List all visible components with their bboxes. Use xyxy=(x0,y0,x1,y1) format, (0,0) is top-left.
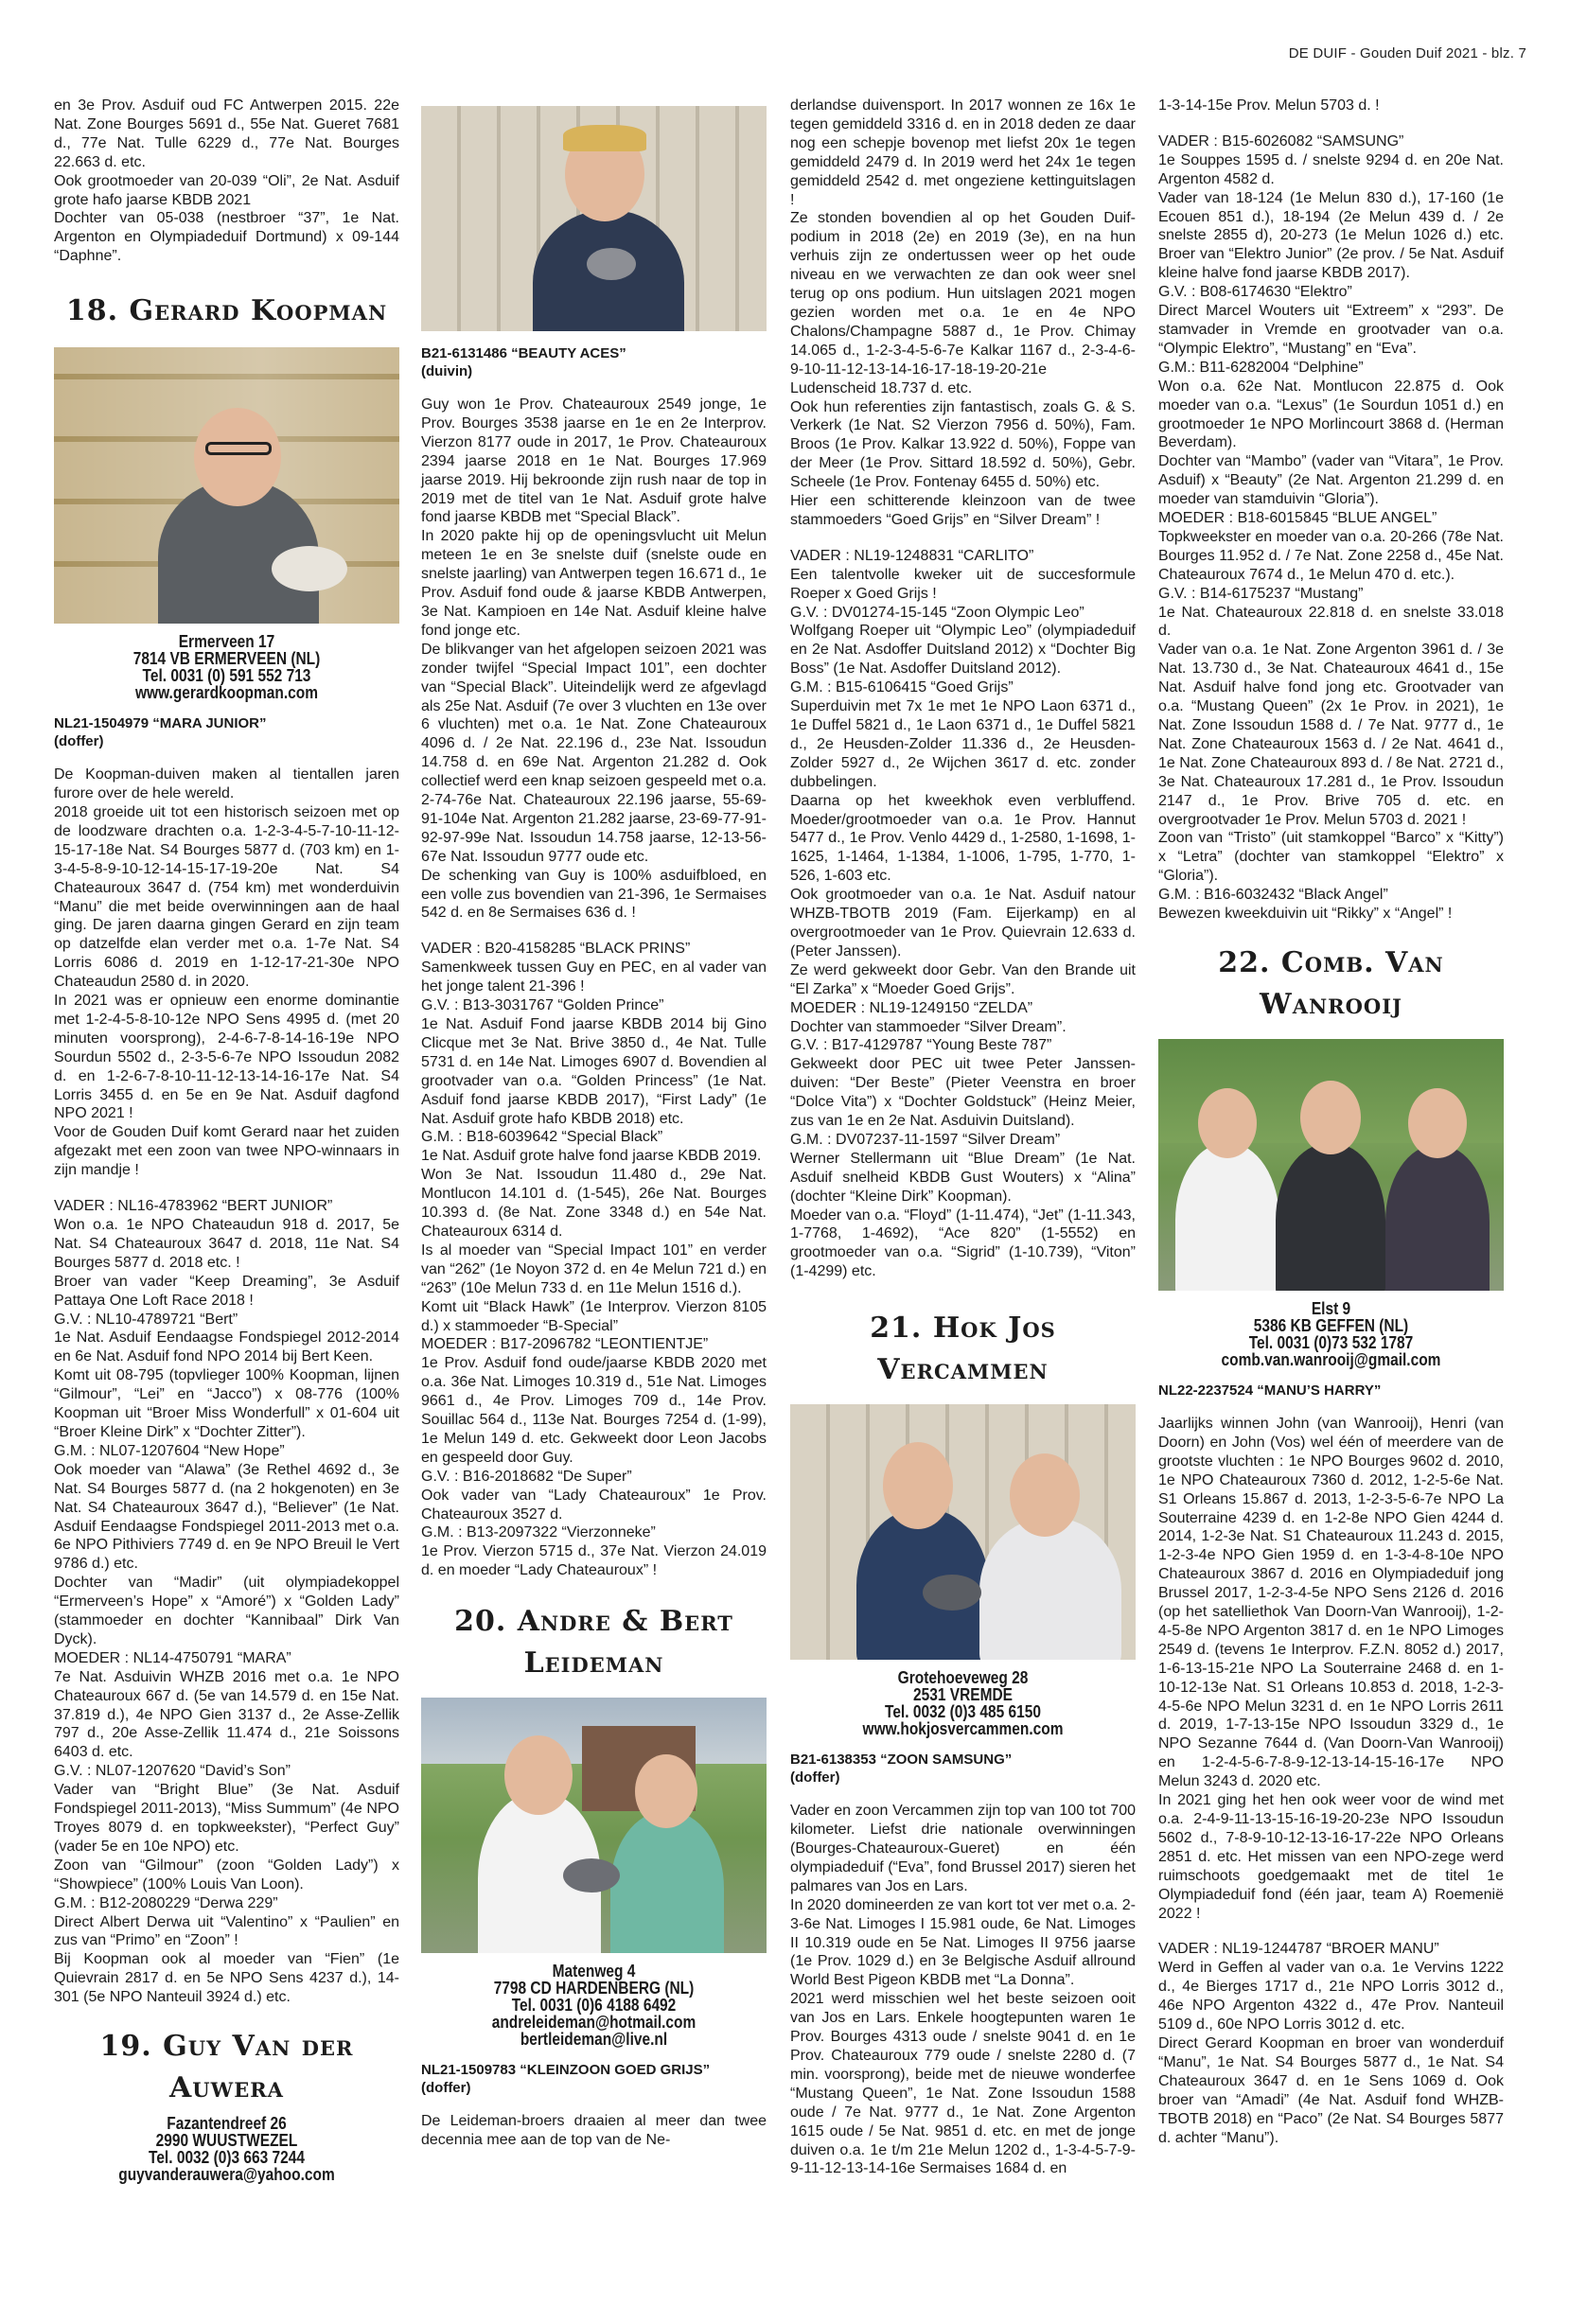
photo-vanderauwera xyxy=(421,106,767,331)
section-title-20: 20. Andre & Bert Leideman xyxy=(454,1605,733,1681)
body-22b: VADER : NL19-1244787 “BROER MANU” Werd in Geffen al vader van o.a. 1e Vervins 1222 d., 4e Bierges 1717 d., 21e NPO Lorris 3012 d., 46e NPO Argenton 4322 d., 47e Prov. Nanteuil 5109 d., 60e NPO Lorris 3012 d. etc. Direct Gerard Koopman en broer van wonderduif “Manu”, 1e Nat. S4 Bourges 5877 d., 1e Nat. S4 Chateauroux 3647 d. en 1e Sens 1069 d. Ook broer van “Amadi” (4e Nat. Asduif fond WHZB-TBOTB 2018) en “Paco” (2e Nat. S4 Bourges 5877 d. achter “Manu”). xyxy=(1158,1941,1504,2146)
body-21b: 1-3-14-15e Prov. Melun 5703 d. ! xyxy=(1158,97,1380,114)
body-18a: De Koopman-duiven maken al tientallen jaren furore over de hele wereld. 2018 groeide uit tot een historisch seizoen met op de loodzware drachten o.a. 1-2-3-4-5-7-10-11-12-15-17-18e Nat. S4 Bourges 5877 d. (703 km) en 1-3-4-5-8-9-10-12-14-15-17-19-20e Nat. S4 Chateauroux 3647 d. (754 km) met wonderduivin “Manu” die met beide overwinningen aan de haal ging. De jaren daarna gingen Gerard en zijn team op datzelfde elan verder met o.a. 1-7e Nat. S4 Lorris 6086 d. 2019 en 1-12-17-21-30e NPO Chateaudun 2580 d. in 2020. In 2021 was er opnieuw een enorme dominantie met 1-2-4-5-8-10-12e NPO Sens 4995 d. (met 20 minuten voorsprong), 2-4-6-7-8-14-16-19e NPO Sourdun 5502 d., 2-3-5-6-7e NPO Issoudun 2082 d. en 1-2-6-7-8-10-11-12-13-14-16-17e Nat. S4 Lorris 3455 d. en 5e en 9e Nat. Asduif dagfond NPO 2021 ! Voor de Gouden Duif komt Gerard naar het zuiden afgezakt met een zoon van twee NPO-winnaars in zijn mandje ! xyxy=(54,766,399,1179)
intro-text: en 3e Prov. Asduif oud FC Antwerpen 2015. 22e Nat. Zone Bourges 5691 d., 55e Nat. Gueret 7681 d., 77e Nat. Tulle 6229 d., 77e Nat. Bourges 22.663 d. etc. Ook grootmoeder van 20-039 “Oli”, 2e Nat. Asduif grote hafo jaarse KBDB 2021 Dochter van 05-038 (nestbroer “37”, 1e Nat. Argenton en Olympiadeduif Dortmund) x 09-144 “Daphne”. xyxy=(54,97,399,265)
body-19b: VADER : B20-4158285 “BLACK PRINS” Samenkweek tussen Guy en PEC, en al vader van het jonge talent 21-396 ! G.V. : B13-3031767 “Golden Prince” 1e Nat. Asduif Fond jaarse KBDB 2014 bij Gino Clicque met 3e Nat. Brive 3850 d., 4e Nat. Tulle 5731 d. en 14e Nat. Limoges 6907 d. Bovendien al grootvader van o.a. “Golden Princess” (1e Nat. Asduif fond jaarse KBDB 2017), “First Lady” (1e Nat. Asduif grote hafo KBDB 2018) etc. G.M. : B18-6039642 “Special Black” 1e Nat. Asduif grote halve fond jaarse KBDB 2019. Won 3e Nat. Issoudun 11.480 d., 29e Nat. Montlucon 14.101 d. (1-545), 26e Nat. Bourges 10.393 d. (8e Nat. Zone 3348 d.) en 54e Nat. Chateauroux 6314 d. Is al moeder van “Special Impact 101” en verder van “262” (1e Noyon 372 d. en 4e Melun 721 d.) en “263” (10e Melun 733 d. en 11e Melun 1516 d.). Komt uit “Black Hawk” (1e Interprov. Vierzon 8105 d.) x stammoeder “B-Special” MOEDER : B17-2096782 “LEONTIENTJE” 1e Prov. Asduif fond oude/jaarse KBDB 2020 met o.a. 36e Nat. Limoges 10.319 d., 51e Nat. Limoges 9661 d., 4e Prov. Limoges 709 d., 14e Prov. Souillac 564 d., 113e Nat. Bourges 7254 d. (1-99), 1e Melun 149 d. etc. Gekweekt door Leon Jacobs en gespeeld door Guy. G.V. : B16-2018682 “De Super” Ook vader van “Lady Chateauroux” 1e Prov. Chateauroux 3527 d. G.M. : B13-2097322 “Vierzonneke” 1e Prov. Vierzon 5715 d., 37e Nat. Vierzon 24.019 d. en moeder “Lady Chateauroux” ! xyxy=(421,941,767,1579)
column-1 xyxy=(54,97,399,2196)
column-2 xyxy=(421,97,767,2150)
body-19: Guy won 1e Prov. Chateauroux 2549 jonge, 1e Prov. Bourges 3538 jaarse en 1e en 2e Interprov. Vierzon 8177 oude in 2017, 1e Prov. Chateauroux 2394 jaarse 2018 en 1e Nat. Bourges 17.969 jaarse 2019. Hij bekroonde zijn rush naar de top in 2019 met de titel van 1e Nat. Asduif grote halve fond jaarse KBDB met “Special Black”. In 2020 pakte hij op de openingsvlucht uit Melun meteen 1e en 3e snelste duif (snelste oude en snelste jaarling) van Antwerpen tegen 16.671 d., 1e Prov. Asduif fond oude & jaarse KBDB Antwerpen, 3e Nat. Kampioen en 14e Nat. Asduif kleine halve fond jonge etc. De blikvanger van het afgelopen seizoen 2021 was zonder twijfel “Special Impact 101”, een dochter van “Special Black”. Uiteindelijk werd ze afgevlagd als 25e Nat. Asduif (7e over 3 vluchten en 13e over 6 vluchten) met o.a. 1e Nat. Zone Chateauroux 4096 d. / 2e Nat. 22.196 d., 23e Nat. Issoudun 14.758 d. en 69e Nat. Argenton 21.282 d. Ook collectief werd een knap seizoen gespeeld met o.a. 2-74-76e Nat. Chateauroux 22.196 jaarse, 55-69-91-104e Nat. Argenton 21.282 jaarse, 23-69-77-91-92-97-99e Nat. Issoudun 14.758 jaarse, 12-13-56-67e Nat. Issoudun 9777 oude etc. De schenking van Guy is 100% asduifbloed, en een volle zus bovendien van 21-396, 1e Sermaises 542 d. en 8e Sermaises 636 d. ! xyxy=(421,396,767,922)
page-header: DE DUIF - Gouden Duif 2021 - blz. 7 xyxy=(1288,45,1526,62)
contact-koopman: Ermerveen 17 7814 VB ERMERVEEN (NL) Tel. 0031 (0) 591 552 713 www.gerardkoopman.com xyxy=(79,633,376,701)
body-18b: VADER : NL16-4783962 “BERT JUNIOR” Won o.a. 1e NPO Chateaudun 918 d. 2017, 5e Nat. S4 Chateauroux 3647 d. 2018, 11e Nat. S4 Bourges 5877 d. 2018 etc. ! Broer van vader “Keep Dreaming”, 3e Asduif Pattaya One Loft Race 2018 ! G.V. : NL10-4789721 “Bert” 1e Nat. Asduif Eendaagse Fondspiegel 2012-2014 en 6e Nat. Asduif fond NPO 2014 bij Bert Keen. Komt uit 08-795 (topvlieger 100% Koopman, lijnen “Gilmour”, “Lei” en “Jacco”) x 08-776 (100% Koopman uit “Broer Miss Wonderfull” x 01-604 uit “Broer Kleine Dirk” x “Dochter Zitter”). G.M. : NL07-1207604 “New Hope” Ook moeder van “Alawa” (3e Rethel 4692 d., 3e Nat. S4 Bourges 5877 d. (na 2 hokgenoten) en 3e Nat. S4 Chateauroux 3647 d.), “Believer” (1e Nat. Asduif Eendaagse Fondspiegel 2011-2013 met o.a. 6e NPO Pithiviers 7749 d. en 9e NPO Breuil le Vert 9786 d.) etc. Dochter van “Madir” (uit olympiadekoppel “Ermerveen’s Hope” x “Amoré”) x “Golden Lady” (stammoeder en dochter “Kannibaal” Dirk Van Dyck). MOEDER : NL14-4750791 “MARA” 7e Nat. Asduivin WHZB 2016 met o.a. 1e NPO Chateauroux 667 d. (5e van 14.579 d. en 15e Nat. 37.819 d.), 4e NPO Gien 3137 d., 2e Asse-Zellik 797 d., 20e Asse-Zellik 11.474 d., 21e Soissons 6403 d. etc. G.V. : NL07-1207620 “David’s Son” Vader van “Bright Blue” (3e Nat. Asduif Fondspiegel 2011-2013), “Miss Summum” (4e NPO Troyes 8079 d. en topkweekster), “Perfect Guy” (vader 5e en 10e NPO) etc. Zoon van “Gilmour” (zoon “Golden Lady”) x “Showpiece” (100% Louis Van Loon). G.M. : B12-2080229 “Derwa 229” Direct Albert Derwa uit “Valentino” x “Paulien” en zus van “Primo” en “Zoon” ! Bij Koopman ook al moeder van “Fien” (1e Quievrain 2817 d. en 5e NPO Sens 4237 d.), 14-301 (5e NPO Nanteuil 3924 d.) etc. xyxy=(54,1198,399,2006)
website-link[interactable]: www.gerardkoopman.com xyxy=(135,683,318,703)
pigeon-code-21: B21-6138353 “ZOON SAMSUNG” (doffer) xyxy=(790,1752,1013,1787)
section-title-18: 18. Gerard Koopman xyxy=(65,294,388,328)
body-20: De Leideman-broers draaien al meer dan twee decennia mee aan de top van de Ne- xyxy=(421,2113,767,2149)
photo-vanwanrooij xyxy=(1158,1039,1504,1291)
pigeon-code-18: NL21-1504979 “MARA JUNIOR” (doffer) xyxy=(54,715,267,750)
section-title-22: 22. Comb. Van Wanrooij xyxy=(1218,945,1444,1021)
photo-vercammen xyxy=(790,1404,1136,1660)
body-21: Vader en zoon Vercammen zijn top van 100 tot 700 kilometer. Liefst drie nationale overwinningen (Bourges-Chateauroux-Gueret) en één olympiadeduif (“Eva”, fond Brussel 2017) sieren het palmares van Jos en Lars. In 2020 domineerden ze van kort tot ver met o.a. 2-3-6e Nat. Limoges I 15.981 oude, 6e Nat. Limoges II 10.319 oude en 5e Nat. Limoges II 9756 jaarse (1e Prov. 1029 d.) en 3e Belgische Asduif allround World Best Pigeon KBDB met “La Donna”. 2021 werd misschien wel het beste seizoen ooit van Jos en Lars. Enkele hoogtepunten waren 1e Prov. Bourges 4313 oude / snelste 9041 d. en 1e Prov. Chateauroux 779 oude / snelste 2280 d. (7 min. voorsprong), beide met de nieuwe wonderfee “Mustang Queen”, 1e Nat. Zone Issoudun 1588 oude / 7e Nat. 9777 d., 1e Nat. Zone Argenton 1615 oude / 5e Nat. 9851 d. etc. en met de jonge duiven o.a. 1e t/m 21e Melun 1202 d., 1-3-4-5-7-9-9-11-12-13-14-16e Sermaises 1684 d. en xyxy=(790,1803,1136,2177)
contact-vanderauwera: Fazantendreef 26 2990 WUUSTWEZEL Tel. 0032 (0)3 663 7244 guyvanderauwera@yahoo.com xyxy=(79,2115,376,2183)
email-link[interactable]: andreleideman@hotmail.com xyxy=(491,2013,697,2033)
photo-leideman xyxy=(421,1698,767,1953)
contact-vercammen: Grotehoeveweg 28 2531 VREMDE Tel. 0032 (0)3 485 6150 www.hokjosvercammen.com xyxy=(815,1669,1112,1737)
section-title-19: 19. Guy Van der Auwera xyxy=(99,2030,354,2105)
body-20b: derlandse duivensport. In 2017 wonnen ze 16x 1e tegen gemiddeld 3316 d. en in 2018 deden ze daar nog een schepje bovenop met liefst 20x 1e tegen gemiddeld 2479 d. In 2019 werd het 24x 1e tegen gemiddeld 2542 d. met ongeziene kettinguitslagen ! Ze stonden bovendien al op het Gouden Duif-podium in 2018 (2e) en 2019 (3e), en na hun verhuis zijn ze ondertussen weer op het oude niveau en we verwachten ze dan ook weer snel terug op ons podium. Hun uitslagen 2021 mogen gezien worden met o.a. 1e en 4e NPO Chalons/Champagne 5887 d., 1e Prov. Chimay 14.065 d., 1-2-3-4-5-6-7e Kalkar 1167 d., 2-3-4-6-9-10-11-12-13-14-16-17-18-19-20-21e Ludenscheid 18.737 d. etc. Ook hun referenties zijn fantastisch, zoals G. & S. Verkerk (1e Nat. S2 Vierzon 7956 d. 50%), Fam. Broos (1e Prov. Kalkar 13.922 d. 50%), Foppe van der Meer (1e Prov. Sittard 18.592 d. 50%), Gebr. Scheele (1e Prov. Fontenay 6455 d. 50%) etc. Hier een schitterende kleinzoon van de twee stammoeders “Goed Grijs” en “Silver Dream” ! xyxy=(790,97,1136,528)
email-link[interactable]: comb.van.wanrooij@gmail.com xyxy=(1221,1349,1441,1369)
body-22: Jaarlijks winnen John (van Wanrooij), Henri (van Doorn) en John (Vos) wel één of meerdere van de grootste vluchten : 1e NPO Bourges 9602 d. 2010, 1e NPO Chateauroux 7360 d. 2012, 1-2-5-6e Nat. S1 Orleans 15.867 d. 2013, 1-2-3-5-6-7e NPO La Souterraine 4239 d. en 1-2-8e NPO Gien 4244 d. 2014, 1-2-3e Nat. S1 Chateauroux 11.243 d. 2015, 1-2-3-4e NPO Gien 1959 d. en 1-3-4-8-10e NPO Chateauroux 3867 d. 2016 en Olympiadeduif jong Brussel 2017, 1-2-3-4-5e NPO Sens 2126 d. 2016 (op het satelliethok Van Doorn-Van Wanrooij), 1-2-4-5-8e NPO Argenton 3817 d. en 1e NPO Limoges 2549 d. (tevens 1e Interprov. F.Z.N. 8052 d.) 2017, 1-6-13-15-21e NPO La Souterraine 2468 d. en 1-10-12-13e Nat. S1 Orleans 10.853 d. 2018, 1-2-3-4-5-6e NPO Melun 3231 d. en 1e NPO Lorris 2611 d. 2019, 1-7-13-15e NPO Issoudun 3329 d., 1e NPO Sezanne 7644 d. (Van Doorn-Van Wanrooij) en 1-2-4-5-6-7-8-9-12-13-14-15-16-17e NPO Melun 3243 d. 2020 etc. In 2021 ging het hen ook weer voor de wind met o.a. 2-4-9-11-13-15-16-19-20-23e NPO Issoudun 5602 d., 7-8-9-10-12-13-16-17-22e NPO Orleans 2851 d. etc. Het missen van een NPO-zege werd ruimschoots goedgemaakt met de titel 1e Olympiadeduif fond (één jaar, team A) Roemenië 2022 ! xyxy=(1158,1415,1504,1922)
photo-koopman xyxy=(54,347,399,624)
contact-leideman: Matenweg 4 7798 CD HARDENBERG (NL) Tel. 0031 (0)6 4188 6492 andreleideman@hotmail.com bertleideman@live.nl xyxy=(446,1963,743,2048)
contact-vanwanrooij: Elst 9 5386 KB GEFFEN (NL) Tel. 0031 (0)73 532 1787 comb.van.wanrooij@gmail.com xyxy=(1183,1300,1480,1368)
body-20c: VADER : NL19-1248831 “CARLITO” Een talentvolle kweker uit de succesformule Roeper x Goed Grijs ! G.V. : DV01274-15-145 “Zoon Olympic Leo” Wolfgang Roeper uit “Olympic Leo” (olympiadeduif en 2e Nat. Asdoffer Duitsland 2012) x “Dochter Big Boss” (1e Nat. Asdoffer Duitsland 2012). G.M. : B15-6106415 “Goed Grijs” Superduivin met 7x 1e met 1e NPO Laon 6371 d., 1e Duffel 5821 d., 1e Laon 6371 d., 1e Duffel 5821 d., 2e Heusden-Zolder 11.336 d., 2e Heusden-Zolder 5927 d., 2e Wijchen 3617 d. etc. zonder dubbelingen. Daarna op het kweekhok even verbluffend. Moeder/grootmoeder van o.a. 1e Prov. Hannut 5477 d., 1e Prov. Venlo 4429 d., 1-2580, 1-1698, 1-1625, 1-1464, 1-1384, 1-1006, 1-795, 1-770, 1-526, 1-603 etc. Ook grootmoeder van o.a. 1e Nat. Asduif natour WHZB-TBOTB 2019 (Fam. Eijerkamp) en al overgrootmoeder van 1e Prov. Quievrain 12.633 d. (Peter Janssen). Ze werd gekweekt door Gebr. Van den Brande uit “El Zarka” x “Moeder Goed Grijs”. MOEDER : NL19-1249150 “ZELDA” Dochter van stammoeder “Silver Dream”. G.V. : B17-4129787 “Young Beste 787” Gekweekt door PEC uit twee Peter Janssen-duiven: “Der Beste” (Pieter Veenstra en broer “Dolce Vita”) x “Dochter Goldstuck” (Heinz Meier, zus van 1e en 2e Nat. Asduivin Duitsland). G.M. : DV07237-11-1597 “Silver Dream” Werner Stellermann uit “Blue Dream” (1e Nat. Asduif snelheid KBDB Gust Wouters) x “Alina” (dochter “Kleine Dirk” Koopman). Moeder van o.a. “Floyd” (1-11.474), “Jet” (1-11.343, 1-7768, 1-4692), “Ace 820” (1-5552) en grootmoeder van o.a. “Sigrid” (1-10.739), “Viton” (1-4299) etc. xyxy=(790,547,1136,1280)
pigeon-code-22: NL22-2237524 “MANU’S HARRY” xyxy=(1158,1382,1382,1399)
email-link[interactable]: bertleideman@live.nl xyxy=(520,2030,668,2050)
column-4 xyxy=(1158,97,1504,2147)
pigeon-code-20: NL21-1509783 “KLEINZOON GOED GRIJS” (doffer) xyxy=(421,2062,711,2097)
email-link[interactable]: guyvanderauwera@yahoo.com xyxy=(118,2165,335,2185)
section-title-21: 21. Hok Jos Vercammen xyxy=(870,1312,1056,1387)
pigeon-code-19: B21-6131486 “BEAUTY ACES” (duivin) xyxy=(421,345,626,379)
website-link[interactable]: www.hokjosvercammen.com xyxy=(862,1719,1064,1739)
column-3 xyxy=(790,97,1136,2178)
body-21c: VADER : B15-6026082 “SAMSUNG” 1e Souppes 1595 d. / snelste 9294 d. en 20e Nat. Argenton 4582 d. Vader van 18-124 (1e Melun 830 d.), 17-160 (1e Ecouen 851 d.), 18-194 (2e Melun 439 d. / 2e snelste 2855 d), 20-273 (1e Melun 1026 d.) etc. Broer van “Elektro Junior” (2e prov. / 5e Nat. Asduif kleine halve fond jaarse KBDB 2017). G.V. : B08-6174630 “Elektro” Direct Marcel Wouters uit “Extreem” x “293”. De stamvader in Vremde en grootvader van o.a. “Olympic Elektro”, “Mustang” en “Eva”. G.M.: B11-6282004 “Delphine” Won o.a. 62e Nat. Montlucon 22.875 d. Ook moeder van o.a. “Lexus” (1e Sourdun 1051 d.) en grootmoeder 1e NPO Morlincourt 3868 d. (Herman Beverdam). Dochter van “Mambo” (vader van “Vitara”, 1e Prov. Asduif) x “Beauty” (2e Nat. Argenton 21.299 d. en moeder van stamduivin “Gloria”). MOEDER : B18-6015845 “BLUE ANGEL” Topkweekster en moeder van o.a. 20-266 (78e Nat. Bourges 11.952 d. / 7e Nat. Zone 2258 d., 45e Nat. Chateauroux 7674 d., 1e Melun 470 d. etc.). G.V. : B14-6175237 “Mustang” 1e Nat. Chateauroux 22.818 d. en snelste 33.018 d. Vader van o.a. 1e Nat. Zone Argenton 3961 d. / 3e Nat. 13.730 d., 3e Nat. Chateauroux 4641 d., 15e Nat. Asduif halve fond jong etc. Grootvader van o.a. “Mustang Queen” (2x 1e Prov. in 2021), 1e Nat. Zone Issoudun 1588 d. / 7e Nat. 9777 d., 1e Nat. Zone Chateauroux 1563 d. / 2e Nat. 4641 d., 1e Nat. Zone Chateauroux 893 d. / 8e Nat. 2721 d., 3e Nat. Chateauroux 17.281 d., 1e Prov. Issoudun 2147 d., 1e Prov. Brive 705 d. etc. en overgrootvader 1e Prov. Melun 5703 d. 2021 ! Zoon van “Tristo” (uit stamkoppel “Barco” x “Kitty”) x “Letra” (dochter van stamkoppel “Elektro” x “Gloria”). G.M. : B16-6032432 “Black Angel” Bewezen kweekduivin uit “Rikky” x “Angel” ! xyxy=(1158,132,1504,923)
